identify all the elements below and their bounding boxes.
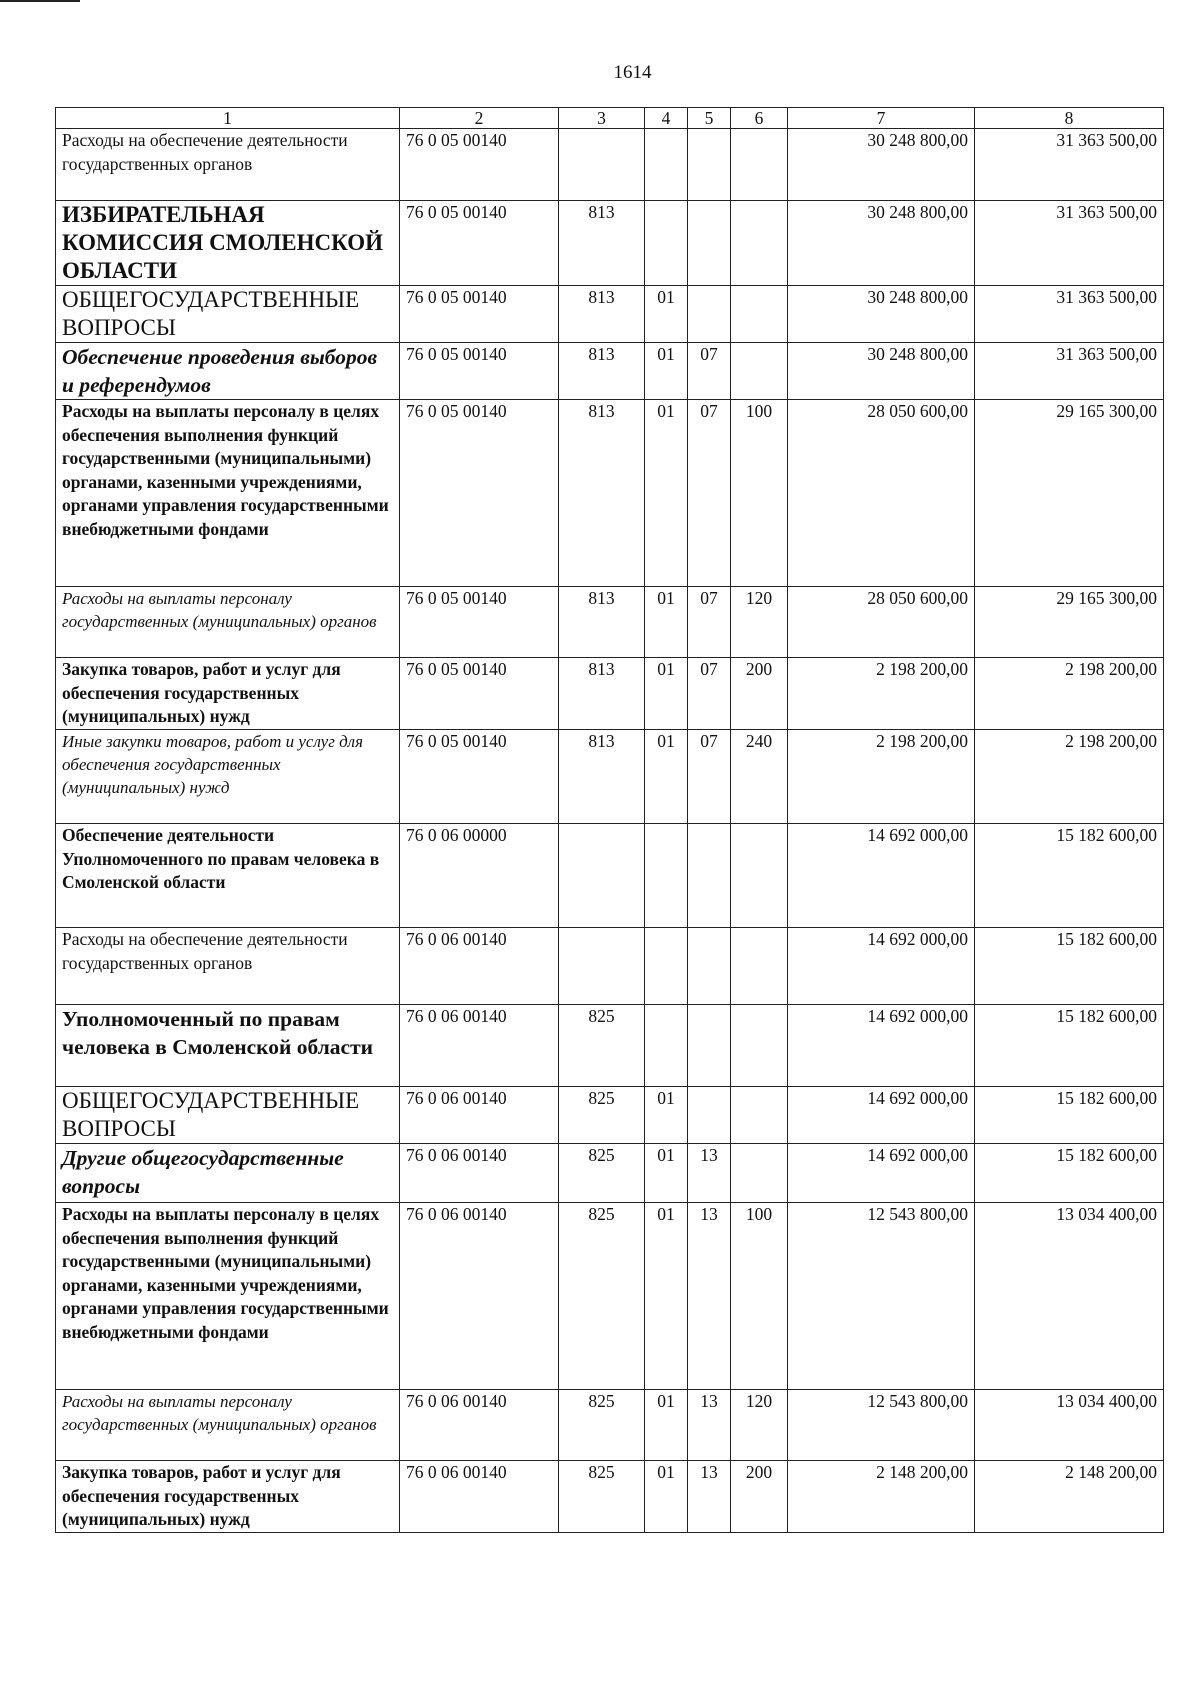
row-col3: 813 — [559, 286, 645, 343]
row-col5: 13 — [688, 1461, 731, 1533]
row-amount-col7: 2 198 200,00 — [788, 658, 975, 730]
row-col6: 200 — [731, 658, 788, 730]
column-header: 4 — [645, 108, 688, 129]
row-col6 — [731, 1087, 788, 1144]
row-code: 76 0 05 00140 — [400, 730, 559, 824]
page-number: 1614 — [613, 62, 652, 83]
row-col4: 01 — [645, 658, 688, 730]
row-amount-col8: 2 198 200,00 — [975, 658, 1164, 730]
table-row — [56, 1461, 1164, 1533]
row-amount-col7: 14 692 000,00 — [788, 1087, 975, 1144]
row-amount-col8: 15 182 600,00 — [975, 1005, 1164, 1087]
row-col3: 825 — [559, 1390, 645, 1461]
row-col3: 813 — [559, 587, 645, 658]
row-amount-col8: 2 148 200,00 — [975, 1461, 1164, 1533]
table-row — [56, 1203, 1164, 1390]
row-code: 76 0 06 00140 — [400, 1005, 559, 1087]
row-col6: 240 — [731, 730, 788, 824]
row-col4 — [645, 824, 688, 928]
row-code: 76 0 06 00140 — [400, 1087, 559, 1144]
row-col5: 07 — [688, 658, 731, 730]
row-col4: 01 — [645, 1087, 688, 1144]
row-amount-col8: 31 363 500,00 — [975, 129, 1164, 201]
row-col5: 13 — [688, 1390, 731, 1461]
row-col4: 01 — [645, 343, 688, 400]
row-amount-col7: 12 543 800,00 — [788, 1203, 975, 1390]
row-col4: 01 — [645, 1144, 688, 1203]
row-col6 — [731, 129, 788, 201]
row-amount-col7: 14 692 000,00 — [788, 824, 975, 928]
scan-corner-mark — [0, 0, 80, 2]
row-code: 76 0 06 00140 — [400, 1203, 559, 1390]
row-col4: 01 — [645, 286, 688, 343]
row-code: 76 0 05 00140 — [400, 587, 559, 658]
row-col5: 13 — [688, 1144, 731, 1203]
budget-table — [55, 107, 1164, 1533]
column-header: 6 — [731, 108, 788, 129]
row-col5: 13 — [688, 1203, 731, 1390]
row-col4: 01 — [645, 400, 688, 587]
row-col6: 100 — [731, 400, 788, 587]
row-col6: 100 — [731, 1203, 788, 1390]
row-col3: 825 — [559, 1005, 645, 1087]
row-amount-col8: 31 363 500,00 — [975, 201, 1164, 286]
row-amount-col7: 14 692 000,00 — [788, 1005, 975, 1087]
row-amount-col7: 28 050 600,00 — [788, 587, 975, 658]
row-col6 — [731, 824, 788, 928]
table-row — [56, 928, 1164, 1005]
row-name: ОБЩЕГОСУДАРСТВЕННЫЕ ВОПРОСЫ — [56, 286, 400, 343]
row-col6: 120 — [731, 587, 788, 658]
row-amount-col8: 2 198 200,00 — [975, 730, 1164, 824]
row-col3: 825 — [559, 1144, 645, 1203]
row-amount-col8: 29 165 300,00 — [975, 400, 1164, 587]
column-number-row — [56, 108, 1164, 129]
row-col5 — [688, 928, 731, 1005]
row-amount-col8: 13 034 400,00 — [975, 1390, 1164, 1461]
row-col5 — [688, 1005, 731, 1087]
table-row — [56, 1390, 1164, 1461]
row-name: Обеспечение проведения выборов и референдумов — [56, 343, 400, 400]
row-amount-col7: 30 248 800,00 — [788, 286, 975, 343]
row-col6: 120 — [731, 1390, 788, 1461]
row-code: 76 0 06 00140 — [400, 928, 559, 1005]
row-col6 — [731, 1144, 788, 1203]
row-name: Другие общегосударственные вопросы — [56, 1144, 400, 1203]
row-col6: 200 — [731, 1461, 788, 1533]
row-col4 — [645, 201, 688, 286]
row-name: Иные закупки товаров, работ и услуг для обеспечения государственных (муниципальных) нужд — [56, 730, 400, 824]
row-code: 76 0 06 00140 — [400, 1390, 559, 1461]
row-name: ОБЩЕГОСУДАРСТВЕННЫЕ ВОПРОСЫ — [56, 1087, 400, 1144]
row-code: 76 0 05 00140 — [400, 129, 559, 201]
row-amount-col7: 30 248 800,00 — [788, 129, 975, 201]
row-name: Закупка товаров, работ и услуг для обеспечения государственных (муниципальных) нужд — [56, 1461, 400, 1533]
row-code: 76 0 06 00140 — [400, 1461, 559, 1533]
row-col3: 825 — [559, 1203, 645, 1390]
row-col5: 07 — [688, 343, 731, 400]
row-col6 — [731, 201, 788, 286]
column-header: 2 — [400, 108, 559, 129]
row-amount-col7: 14 692 000,00 — [788, 1144, 975, 1203]
row-col5 — [688, 286, 731, 343]
row-amount-col8: 31 363 500,00 — [975, 343, 1164, 400]
table-row — [56, 587, 1164, 658]
row-amount-col7: 12 543 800,00 — [788, 1390, 975, 1461]
row-amount-col8: 15 182 600,00 — [975, 1087, 1164, 1144]
row-amount-col7: 28 050 600,00 — [788, 400, 975, 587]
row-code: 76 0 06 00000 — [400, 824, 559, 928]
row-code: 76 0 05 00140 — [400, 343, 559, 400]
row-name: Расходы на выплаты персоналу в целях обеспечения выполнения функций государственными (муниципальными) органами, казенными учреждениями, органами управления государственными внебюджетными фондами — [56, 1203, 400, 1390]
table-row — [56, 343, 1164, 400]
row-name: Обеспечение деятельности Уполномоченного по правам человека в Смоленской области — [56, 824, 400, 928]
row-name: Расходы на обеспечение деятельности государственных органов — [56, 928, 400, 1005]
row-col6 — [731, 1005, 788, 1087]
row-col3: 813 — [559, 201, 645, 286]
row-col4: 01 — [645, 1390, 688, 1461]
row-code: 76 0 05 00140 — [400, 400, 559, 587]
column-header: 3 — [559, 108, 645, 129]
row-code: 76 0 06 00140 — [400, 1144, 559, 1203]
row-col6 — [731, 286, 788, 343]
table-row — [56, 1005, 1164, 1087]
row-col4: 01 — [645, 1203, 688, 1390]
row-col3: 813 — [559, 343, 645, 400]
row-col4: 01 — [645, 1461, 688, 1533]
row-col5 — [688, 824, 731, 928]
budget-table-body — [56, 129, 1164, 1533]
row-col4: 01 — [645, 730, 688, 824]
row-amount-col8: 15 182 600,00 — [975, 928, 1164, 1005]
table-row — [56, 824, 1164, 928]
row-name: Расходы на выплаты персоналу государственных (муниципальных) органов — [56, 587, 400, 658]
row-name: Расходы на выплаты персоналу государственных (муниципальных) органов — [56, 1390, 400, 1461]
row-amount-col8: 15 182 600,00 — [975, 824, 1164, 928]
row-col5 — [688, 201, 731, 286]
row-col4 — [645, 928, 688, 1005]
row-col4 — [645, 1005, 688, 1087]
row-col4: 01 — [645, 587, 688, 658]
column-header: 7 — [788, 108, 975, 129]
row-col3: 825 — [559, 1087, 645, 1144]
table-row — [56, 201, 1164, 286]
column-header: 1 — [56, 108, 400, 129]
row-amount-col8: 29 165 300,00 — [975, 587, 1164, 658]
row-name: Уполномоченный по правам человека в Смоленской области — [56, 1005, 400, 1087]
table-row — [56, 400, 1164, 587]
row-col3 — [559, 129, 645, 201]
row-code: 76 0 05 00140 — [400, 201, 559, 286]
row-col6 — [731, 343, 788, 400]
row-amount-col7: 2 198 200,00 — [788, 730, 975, 824]
row-amount-col7: 30 248 800,00 — [788, 201, 975, 286]
row-col3: 813 — [559, 658, 645, 730]
row-col5 — [688, 1087, 731, 1144]
row-name: Расходы на обеспечение деятельности государственных органов — [56, 129, 400, 201]
row-amount-col7: 30 248 800,00 — [788, 343, 975, 400]
row-code: 76 0 05 00140 — [400, 286, 559, 343]
column-header: 8 — [975, 108, 1164, 129]
table-row — [56, 1087, 1164, 1144]
table-row — [56, 129, 1164, 201]
row-col3: 813 — [559, 400, 645, 587]
table-row — [56, 286, 1164, 343]
row-name: ИЗБИРАТЕЛЬНАЯ КОМИССИЯ СМОЛЕНСКОЙ ОБЛАСТИ — [56, 201, 400, 286]
row-amount-col7: 14 692 000,00 — [788, 928, 975, 1005]
row-col3 — [559, 824, 645, 928]
row-col3: 825 — [559, 1461, 645, 1533]
row-col4 — [645, 129, 688, 201]
row-amount-col7: 2 148 200,00 — [788, 1461, 975, 1533]
row-col5 — [688, 129, 731, 201]
row-col5: 07 — [688, 730, 731, 824]
table-row — [56, 1144, 1164, 1203]
column-header: 5 — [688, 108, 731, 129]
row-name: Расходы на выплаты персоналу в целях обеспечения выполнения функций государственными (муниципальными) органами, казенными учреждениями, органами управления государственными внебюджетными фондами — [56, 400, 400, 587]
table-row — [56, 658, 1164, 730]
row-name: Закупка товаров, работ и услуг для обеспечения государственных (муниципальных) нужд — [56, 658, 400, 730]
row-col5: 07 — [688, 587, 731, 658]
row-amount-col8: 13 034 400,00 — [975, 1203, 1164, 1390]
row-amount-col8: 31 363 500,00 — [975, 286, 1164, 343]
row-amount-col8: 15 182 600,00 — [975, 1144, 1164, 1203]
table-row — [56, 730, 1164, 824]
row-col6 — [731, 928, 788, 1005]
row-col5: 07 — [688, 400, 731, 587]
row-col3: 813 — [559, 730, 645, 824]
row-code: 76 0 05 00140 — [400, 658, 559, 730]
row-col3 — [559, 928, 645, 1005]
